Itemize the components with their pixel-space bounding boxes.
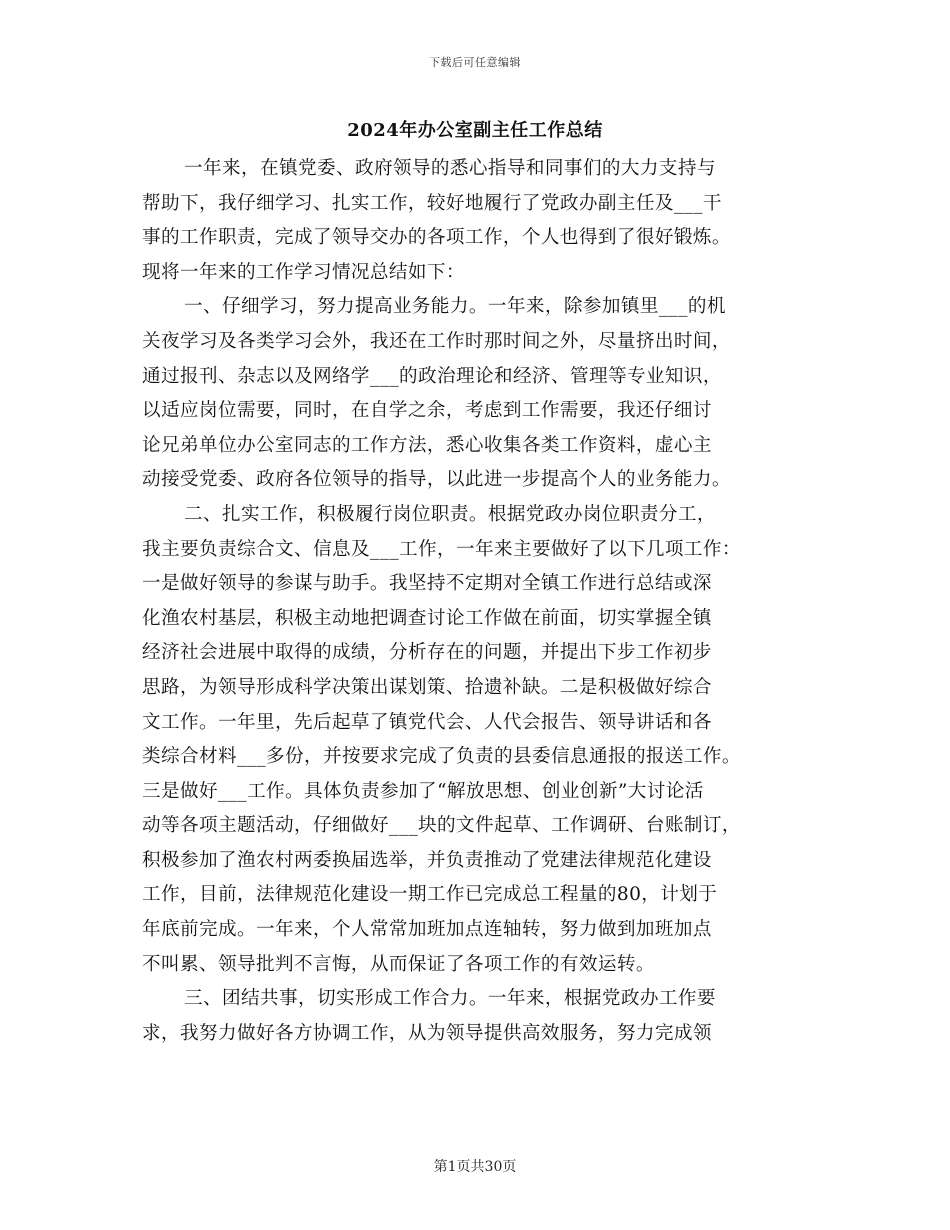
paragraph-line: 动接受党委、政府各位领导的指导，以此进一步提高个人的业务能力。 — [142, 469, 731, 491]
paragraph-line: 事的工作职责，完成了领导交办的各项工作，个人也得到了很好锻炼。 — [142, 227, 731, 249]
paragraph-line: 以适应岗位需要，同时，在自学之余，考虑到工作需要，我还仔细讨 — [142, 400, 712, 422]
paragraph-line: 年底前完成。一年来，个人常常加班加点连轴转，努力做到加班加点 — [142, 919, 712, 941]
page-header: 下载后可任意编辑 — [429, 56, 521, 69]
paragraph-line: 三是做好___工作。具体负责参加了“解放思想、创业创新”大讨论活 — [142, 780, 704, 802]
paragraph-line: 动等各项主题活动，仔细做好___块的文件起草、工作调研、台账制订， — [142, 815, 741, 837]
paragraph-line: 论兄弟单位办公室同志的工作方法，悉心收集各类工作资料，虚心主 — [142, 434, 712, 456]
paragraph-line: 化渔农村基层，积极主动地把调查讨论工作做在前面，切实掌握全镇 — [142, 607, 712, 629]
paragraph-line: 关夜学习及各类学习会外，我还在工作时那时间之外，尽量挤出时间， — [142, 330, 731, 352]
page-footer: 第1页共30页 — [433, 1159, 517, 1175]
paragraph-line: 通过报刊、杂志以及网络学___的政治理论和经济、管理等专业知识， — [142, 365, 722, 387]
paragraph-line: 文工作。一年里，先后起草了镇党代会、人代会报告、领导讲话和各 — [142, 711, 712, 733]
paragraph-line: 帮助下，我仔细学习、扎实工作，较好地履行了党政办副主任及___干 — [142, 192, 722, 214]
paragraph-line: 二、扎实工作，积极履行岗位职责。根据党政办岗位职责分工， — [184, 503, 716, 525]
paragraph-line: 经济社会进展中取得的成绩，分析存在的问题，并提出下步工作初步 — [142, 642, 712, 664]
paragraph-line: 三、团结共事，切实形成工作合力。一年来，根据党政办工作要 — [184, 988, 716, 1010]
paragraph-line: 一是做好领导的参谋与助手。我坚持不定期对全镇工作进行总结或深 — [142, 573, 712, 595]
paragraph-line: 工作，目前，法律规范化建设一期工作已完成总工程量的80，计划于 — [142, 884, 718, 906]
paragraph-line: 现将一年来的工作学习情况总结如下： — [142, 261, 465, 283]
paragraph-line: 类综合材料___多份，并按要求完成了负责的县委信息通报的报送工作。 — [142, 746, 741, 768]
document-body — [142, 152, 814, 1051]
paragraph-line: 一、仔细学习，努力提高业务能力。一年来，除参加镇里___的机 — [184, 296, 726, 318]
document-title: 2024年办公室副主任工作总结 — [347, 120, 603, 141]
paragraph-line: 一年来，在镇党委、政府领导的悉心指导和同事们的大力支持与 — [184, 158, 716, 179]
paragraph-line: 不叫累、领导批判不言悔，从而保证了各项工作的有效运转。 — [142, 953, 655, 975]
paragraph-line: 积极参加了渔农村两委换届选举，并负责推动了党建法律规范化建设 — [142, 849, 712, 871]
paragraph-line: 思路，为领导形成科学决策出谋划策、拾遗补缺。二是积极做好综合 — [142, 676, 712, 698]
paragraph-line: 我主要负责综合文、信息及___工作，一年来主要做好了以下几项工作： — [142, 538, 741, 560]
paragraph-line: 求，我努力做好各方协调工作，从为领导提供高效服务，努力完成领 — [142, 1022, 712, 1044]
